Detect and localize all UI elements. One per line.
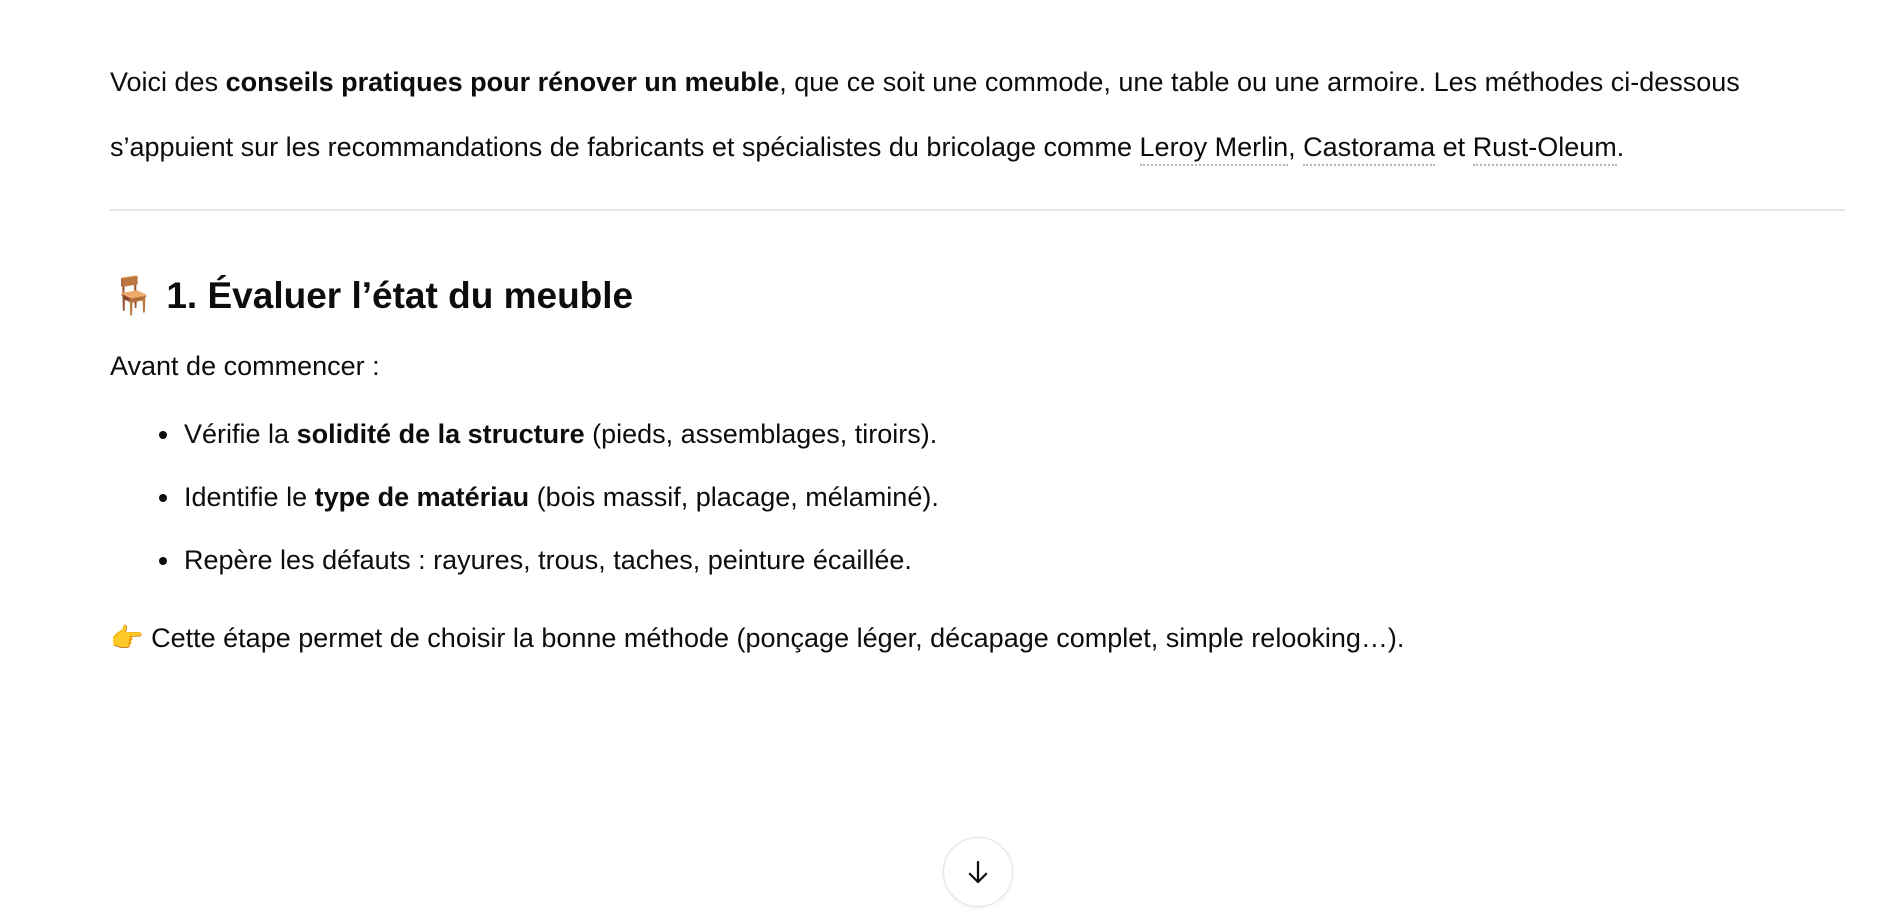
- divider: [110, 209, 1845, 211]
- tip-paragraph: 👉 Cette étape permet de choisir la bonne méthode (ponçage léger, décapage complet, simple relooking…).: [110, 623, 1405, 653]
- arrow-down-icon: [963, 857, 993, 887]
- source-link-castorama[interactable]: Castorama: [1303, 132, 1435, 166]
- source-link-leroy-merlin[interactable]: Leroy Merlin: [1140, 132, 1289, 166]
- list-item: • Vérifie la solidité de la structure (pieds, assemblages, tiroirs).: [182, 403, 1845, 466]
- list-item: • Identifie le type de matériau (bois massif, placage, mélaminé).: [182, 466, 1845, 529]
- intro-paragraph: Voici des conseils pratiques pour rénover un meuble, que ce soit une commode, une table ou une armoire. Les méthodes ci-dessous s’appuient sur les recommandations de fabricants et spécialistes du bricolage comme Leroy Merlin, Castorama et Rust-Oleum.: [110, 50, 1845, 180]
- section-lead: Avant de commencer :: [110, 351, 380, 381]
- chat-message: [110, 50, 1845, 671]
- scroll-to-bottom-button[interactable]: [943, 837, 1013, 907]
- intro-bold: conseils pratiques pour rénover un meuble: [225, 67, 780, 97]
- chair-icon: 🪑: [110, 275, 157, 316]
- source-link-rust-oleum[interactable]: Rust-Oleum: [1473, 132, 1617, 166]
- checklist: [110, 403, 1845, 592]
- pointing-hand-icon: 👉: [110, 623, 144, 653]
- list-item: • Repère les défauts : rayures, trous, taches, peinture écaillée.: [182, 529, 1845, 592]
- section-heading: 🪑 1. Évaluer l’état du meuble: [110, 275, 634, 316]
